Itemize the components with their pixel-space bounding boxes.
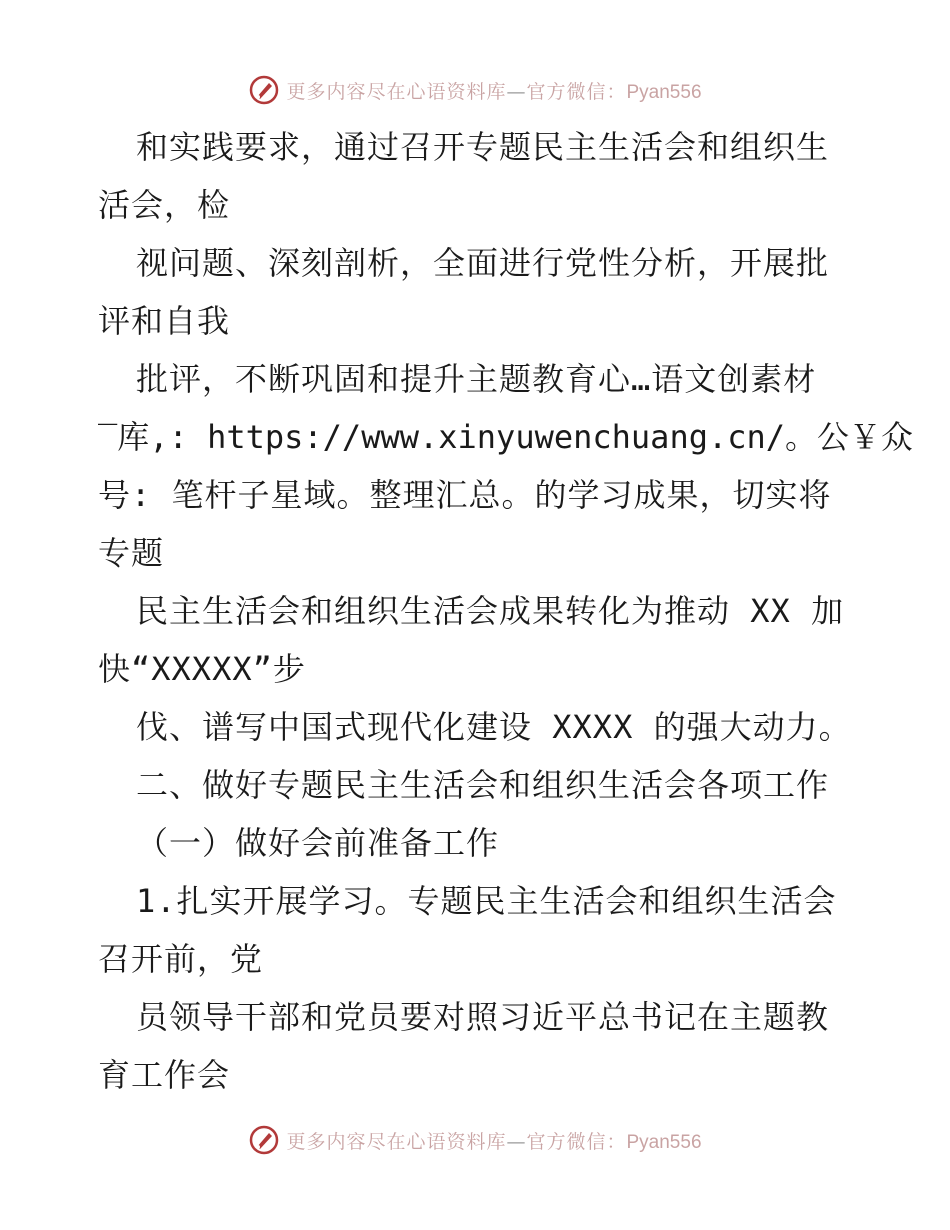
footer-banner [0,1120,950,1160]
body-line: 伐、谱写中国式现代化建设 XXXX 的强大动力。 [136,708,852,746]
body-line: 视问题、深刻剖析，全面进行党性分析，开展批 [136,244,830,282]
footer-wechat-id: Pyan556 [626,1131,702,1153]
header-separator: — [506,80,527,103]
pen-logo-icon [248,74,280,106]
section-heading: 二、做好专题民主生活会和组织生活会各项工作 [136,766,830,804]
body-line: 召开前，党 [98,940,264,978]
header-banner [0,70,950,110]
header-wechat-label: 官方微信： [526,80,627,103]
body-line: 育工作会 [98,1056,231,1094]
body-line: 活会，检 [98,186,231,224]
footer-separator: — [506,1130,527,1153]
body-line: 和实践要求，通过召开专题民主生活会和组织生 [136,128,830,166]
body-line: 专题 [98,534,165,572]
header-brand-text: 更多内容尽在心语资料库 [286,80,507,103]
header-wechat-id: Pyan556 [626,81,702,103]
body-line: 民主生活会和组织生活会成果转化为推动 XX 加 [136,592,845,630]
body-line: 号: 笔杆子星域。整理汇总。的学习成果，切实将 [98,476,832,514]
document-body [98,118,914,1104]
body-line: 批评，不断巩固和提升主题教育心…语文创素材 [136,360,817,398]
footer-banner-text [286,1127,701,1154]
body-line: 员领导干部和党员要对照习近平总书记在主题教 [136,998,830,1036]
header-banner-text [286,77,701,104]
body-line-url: ‾库,: https://www.xinyuwenchuang.cn/。公￥众 [98,418,914,456]
body-line: 1.扎实开展学习。专题民主生活会和组织生活会 [136,882,837,920]
footer-wechat-label: 官方微信： [526,1130,627,1153]
footer-brand-text: 更多内容尽在心语资料库 [286,1130,507,1153]
subsection-heading: （一）做好会前准备工作 [136,824,500,862]
pen-logo-icon [248,1124,280,1156]
body-line: 评和自我 [98,302,231,340]
body-line: 快“XXXXX”步 [98,650,306,688]
